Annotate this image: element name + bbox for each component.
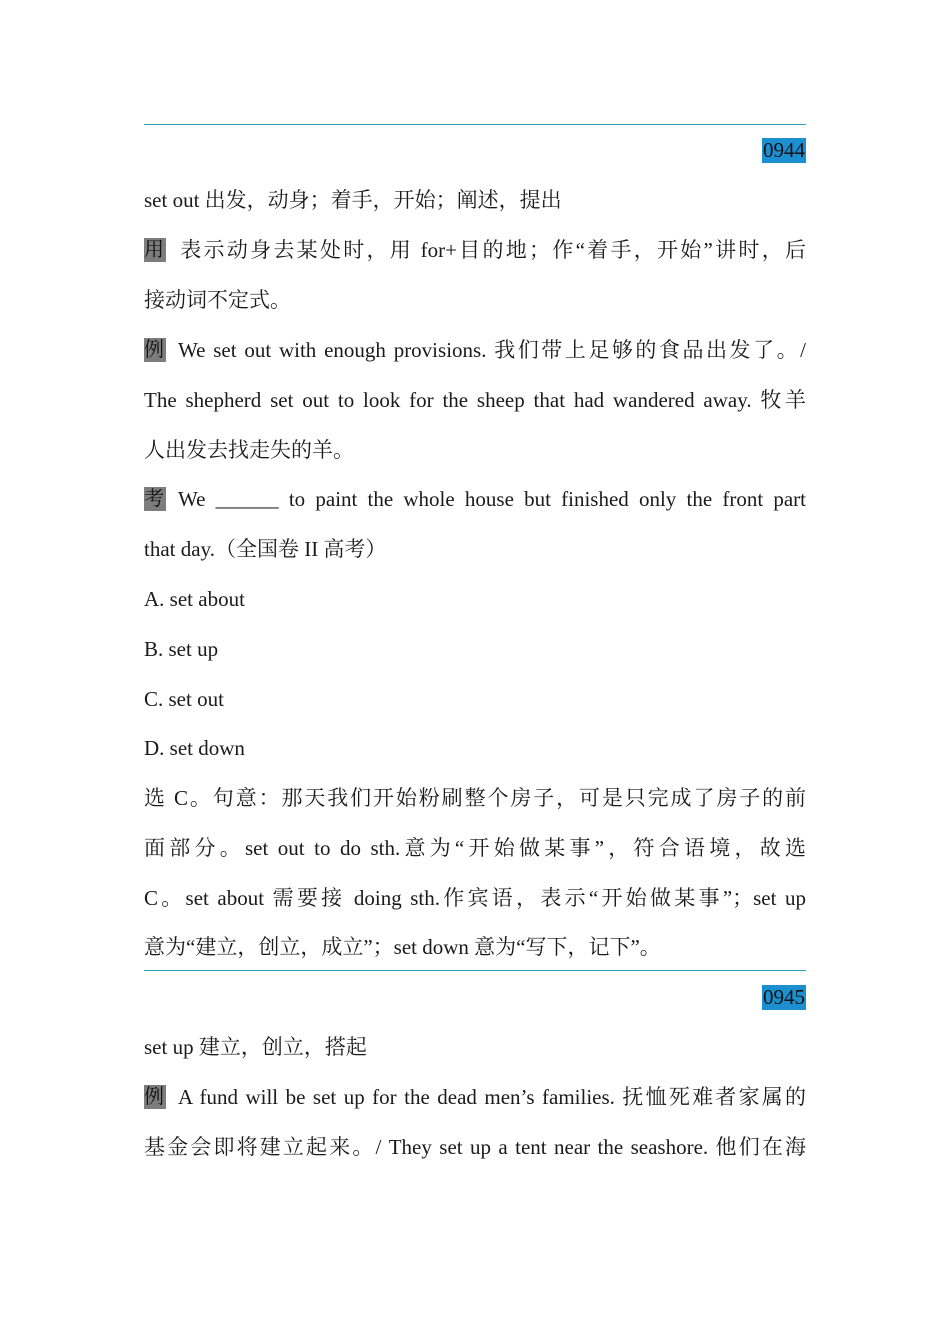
exam-text: We ______ to paint the whole house but finished only the front part	[178, 487, 806, 511]
exam-line: that day.（全国卷 II 高考）	[144, 537, 387, 561]
answer-line: C。set about 需要接 doing sth.作宾语，表示“开始做某事”；set up	[144, 886, 806, 910]
headword: set out 出发，动身；着手，开始；阐述，提出	[144, 188, 562, 212]
option-b: B. set up	[144, 637, 219, 661]
entry-number: 0944	[763, 138, 805, 162]
example-text: We set out with enough provisions. 我们带上足够的食品出发了。/	[178, 338, 806, 362]
usage-line: 接动词不定式。	[144, 288, 291, 312]
example-line	[144, 335, 806, 365]
headword: set up 建立，创立，搭起	[144, 1035, 367, 1059]
answer-line: 面部分。set out to do sth.意为“开始做某事”，符合语境，故选	[144, 836, 806, 860]
answer-line: 意为“建立，创立，成立”；set down 意为“写下，记下”。	[144, 935, 661, 959]
usage-tag: 用	[144, 239, 164, 261]
example-line: The shepherd set out to look for the sheep that had wandered away. 牧羊	[144, 388, 806, 412]
example-line: 基金会即将建立起来。/ They set up a tent near the seashore. 他们在海	[144, 1135, 806, 1159]
option-d: D. set down	[144, 736, 245, 760]
exam-tag: 考	[144, 488, 164, 510]
exam-line	[144, 484, 806, 514]
entry-number: 0945	[763, 985, 805, 1009]
example-tag: 例	[144, 339, 164, 361]
example-line	[144, 1082, 806, 1112]
option-a: A. set about	[144, 587, 245, 611]
example-text: A fund will be set up for the dead men’s families. 抚恤死难者家属的	[178, 1085, 806, 1109]
usage-line	[144, 235, 806, 265]
answer-line: 选 C。句意：那天我们开始粉刷整个房子，可是只完成了房子的前	[144, 786, 806, 810]
example-line: 人出发去找走失的羊。	[144, 438, 354, 462]
example-tag: 例	[144, 1086, 164, 1108]
entry-divider	[144, 124, 806, 125]
entry-divider	[144, 970, 806, 971]
option-c: C. set out	[144, 687, 224, 711]
usage-text: 表示动身去某处时，用 for+目的地；作“着手，开始”讲时，后	[178, 238, 806, 262]
